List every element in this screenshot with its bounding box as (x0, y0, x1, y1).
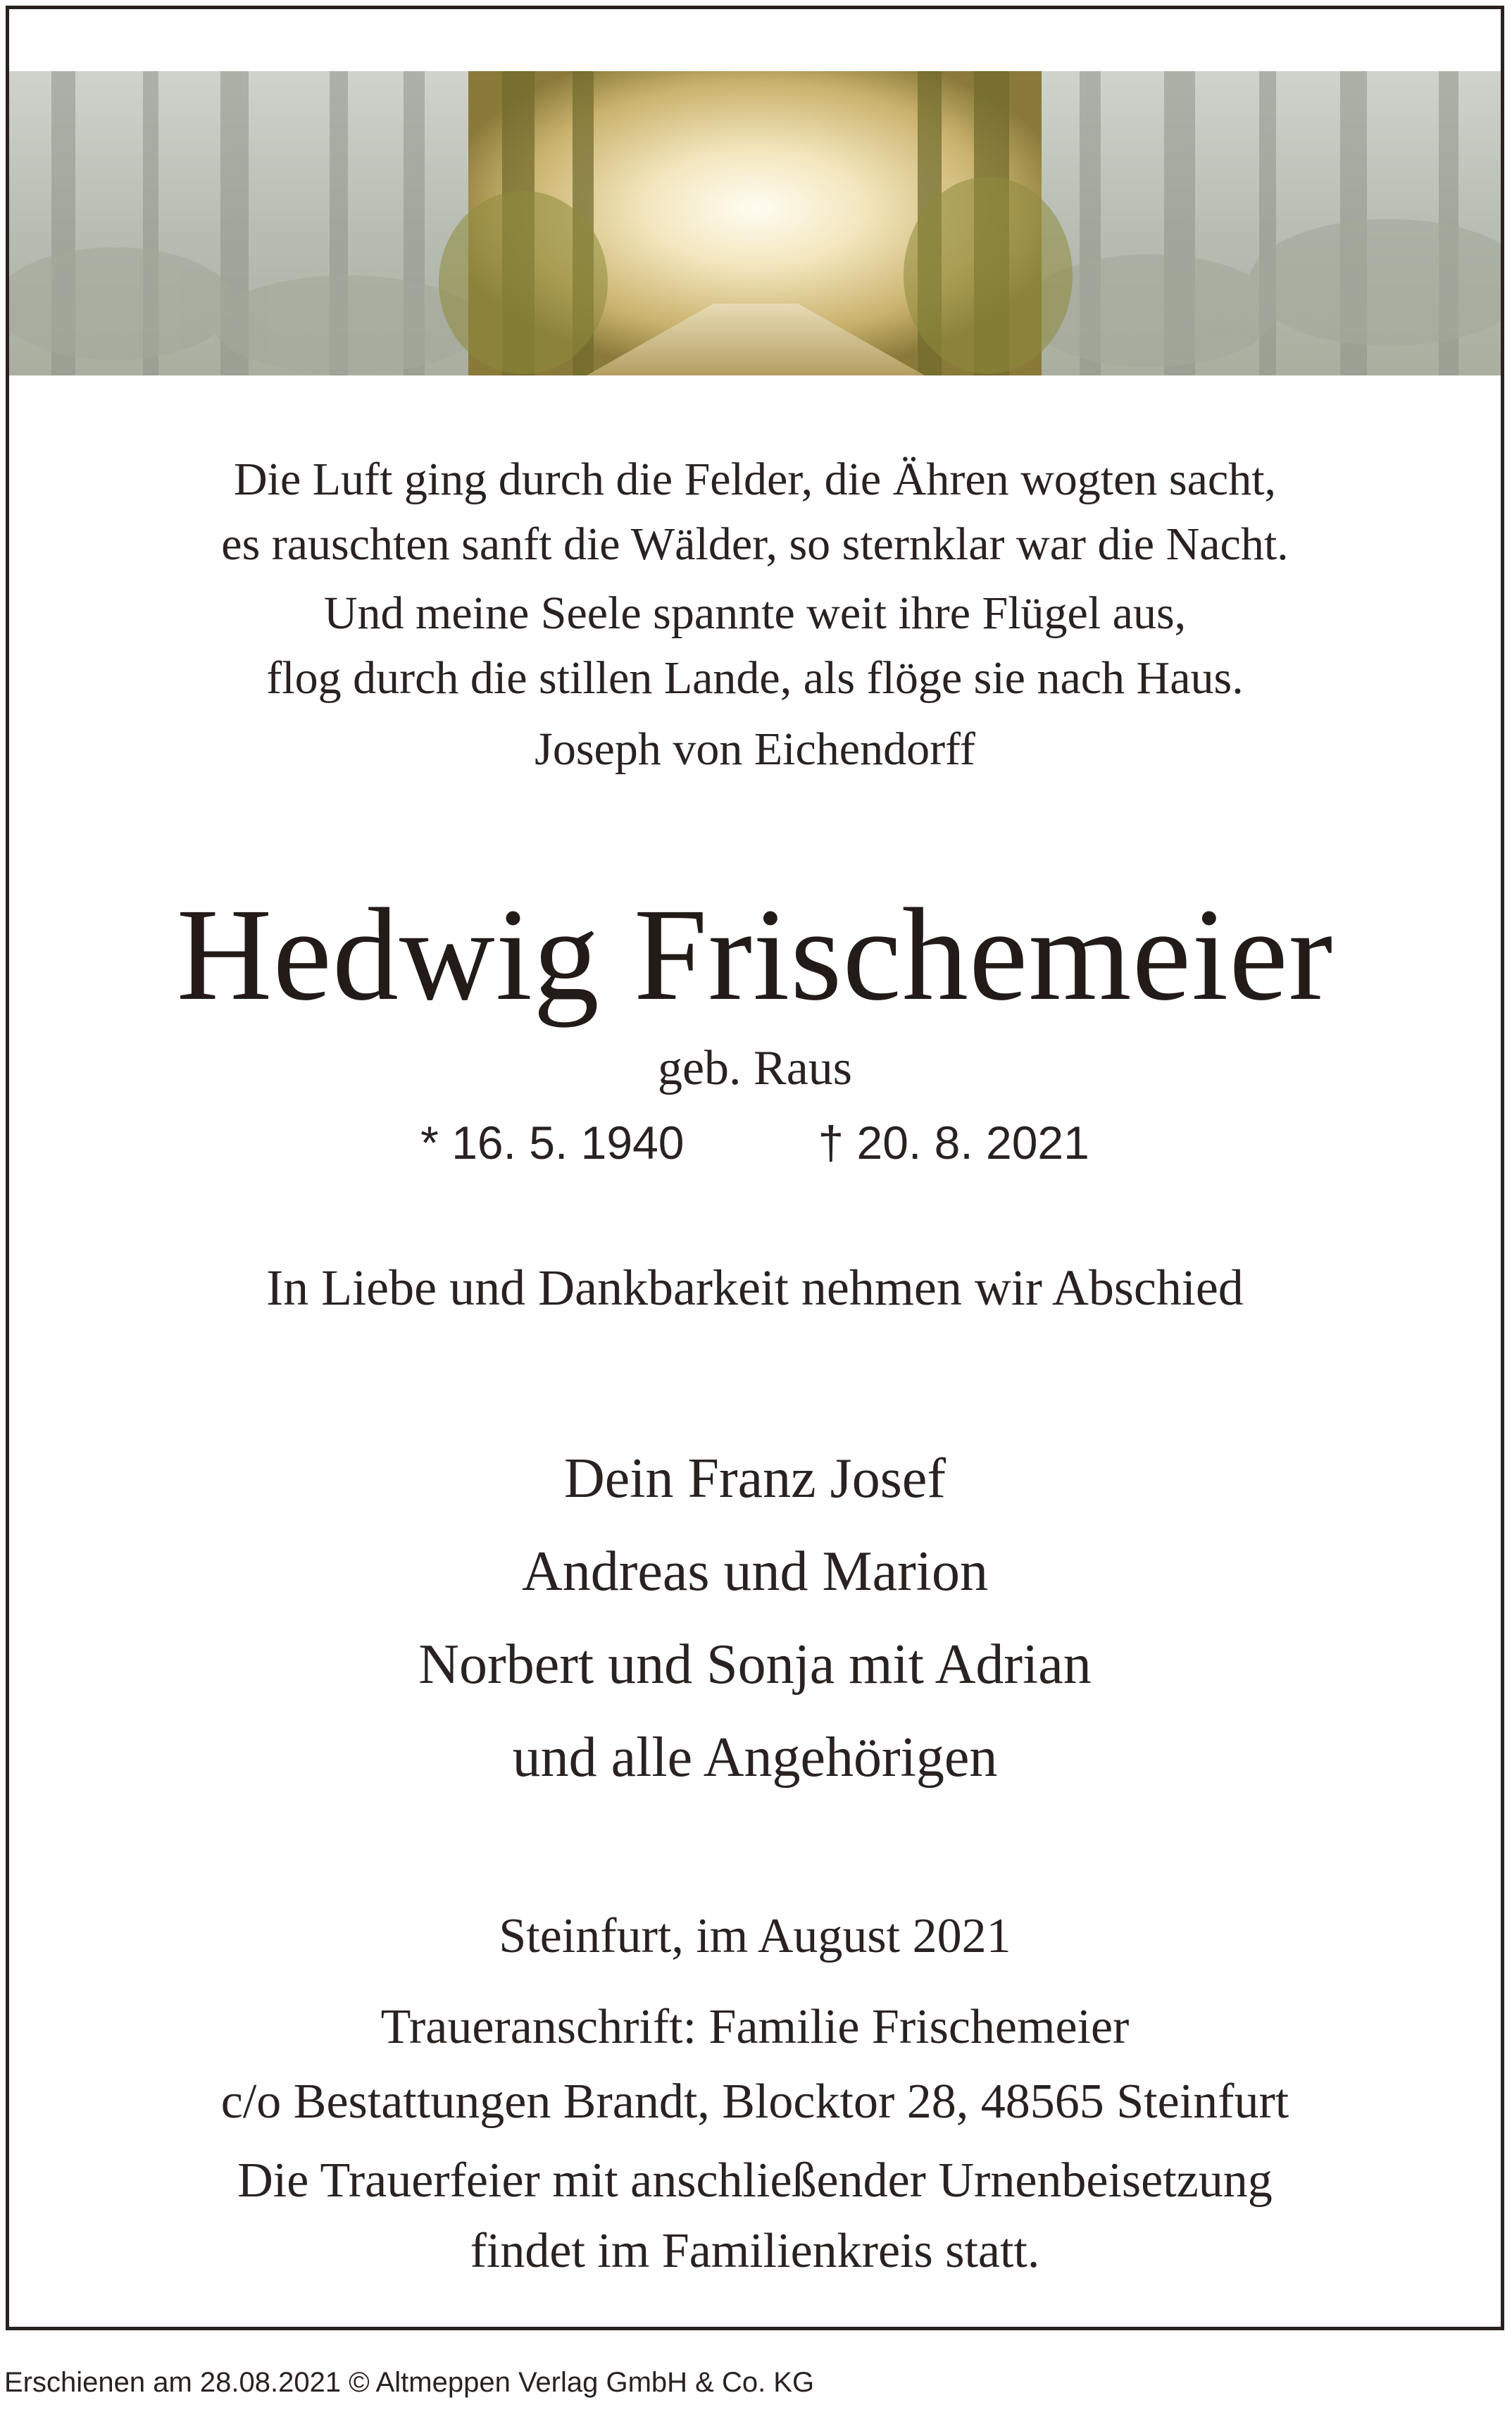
ceremony-line: findet im Familienkreis statt. (470, 2224, 1040, 2278)
deceased-name: Hedwig Frischemeier (176, 881, 1334, 1028)
poem-stanza-2 (9, 581, 1501, 711)
birth-star-icon: * (420, 1117, 439, 1169)
address-line: Traueranschrift: Familie Frischemeier (380, 2000, 1130, 2054)
mourning-address (9, 1990, 1501, 2139)
farewell-line: In Liebe und Dankbarkeit nehmen wir Abschied (266, 1260, 1244, 1316)
death-cross-icon: † (818, 1117, 844, 1169)
poem-line: Und meine Seele spannte weit ihre Flügel aus, (323, 588, 1187, 639)
ceremony-line: Die Trauerfeier mit anschließender Urnenbeisetzung (237, 2153, 1273, 2208)
mourner-line: Norbert und Sonja mit Adrian (418, 1634, 1092, 1696)
mourners-list (9, 1432, 1501, 1804)
forest-banner-image (9, 71, 1501, 375)
poem-stanza-1 (9, 447, 1501, 577)
poem-author: Joseph von Eichendorff (535, 723, 975, 775)
ceremony-note (9, 2146, 1501, 2287)
publication-footer: Erschienen am 28.08.2021 © Altmeppen Verlag GmbH & Co. KG (4, 2367, 815, 2398)
obituary-frame (6, 6, 1504, 2330)
mourner-line: und alle Angehörigen (512, 1727, 998, 1789)
poem-line: flog durch die stillen Lande, als flöge sie nach Haus. (266, 652, 1244, 704)
poem-line: Die Luft ging durch die Felder, die Ähren wogten sacht, (233, 454, 1277, 505)
birth-date: 16. 5. 1940 (451, 1117, 685, 1169)
address-line: c/o Bestattungen Brandt, Blocktor 28, 48565 Steinfurt (220, 2075, 1289, 2129)
death-date: 20. 8. 2021 (856, 1117, 1089, 1169)
maiden-name: geb. Raus (657, 1041, 853, 1095)
mourner-line: Dein Franz Josef (563, 1448, 946, 1510)
poem-line: es rauschten sanft die Wälder, so sternklar war die Nacht. (221, 518, 1289, 570)
place-date: Steinfurt, im August 2021 (499, 1909, 1011, 1963)
mourner-line: Andreas und Marion (521, 1541, 989, 1603)
life-dates (9, 1110, 1501, 1175)
